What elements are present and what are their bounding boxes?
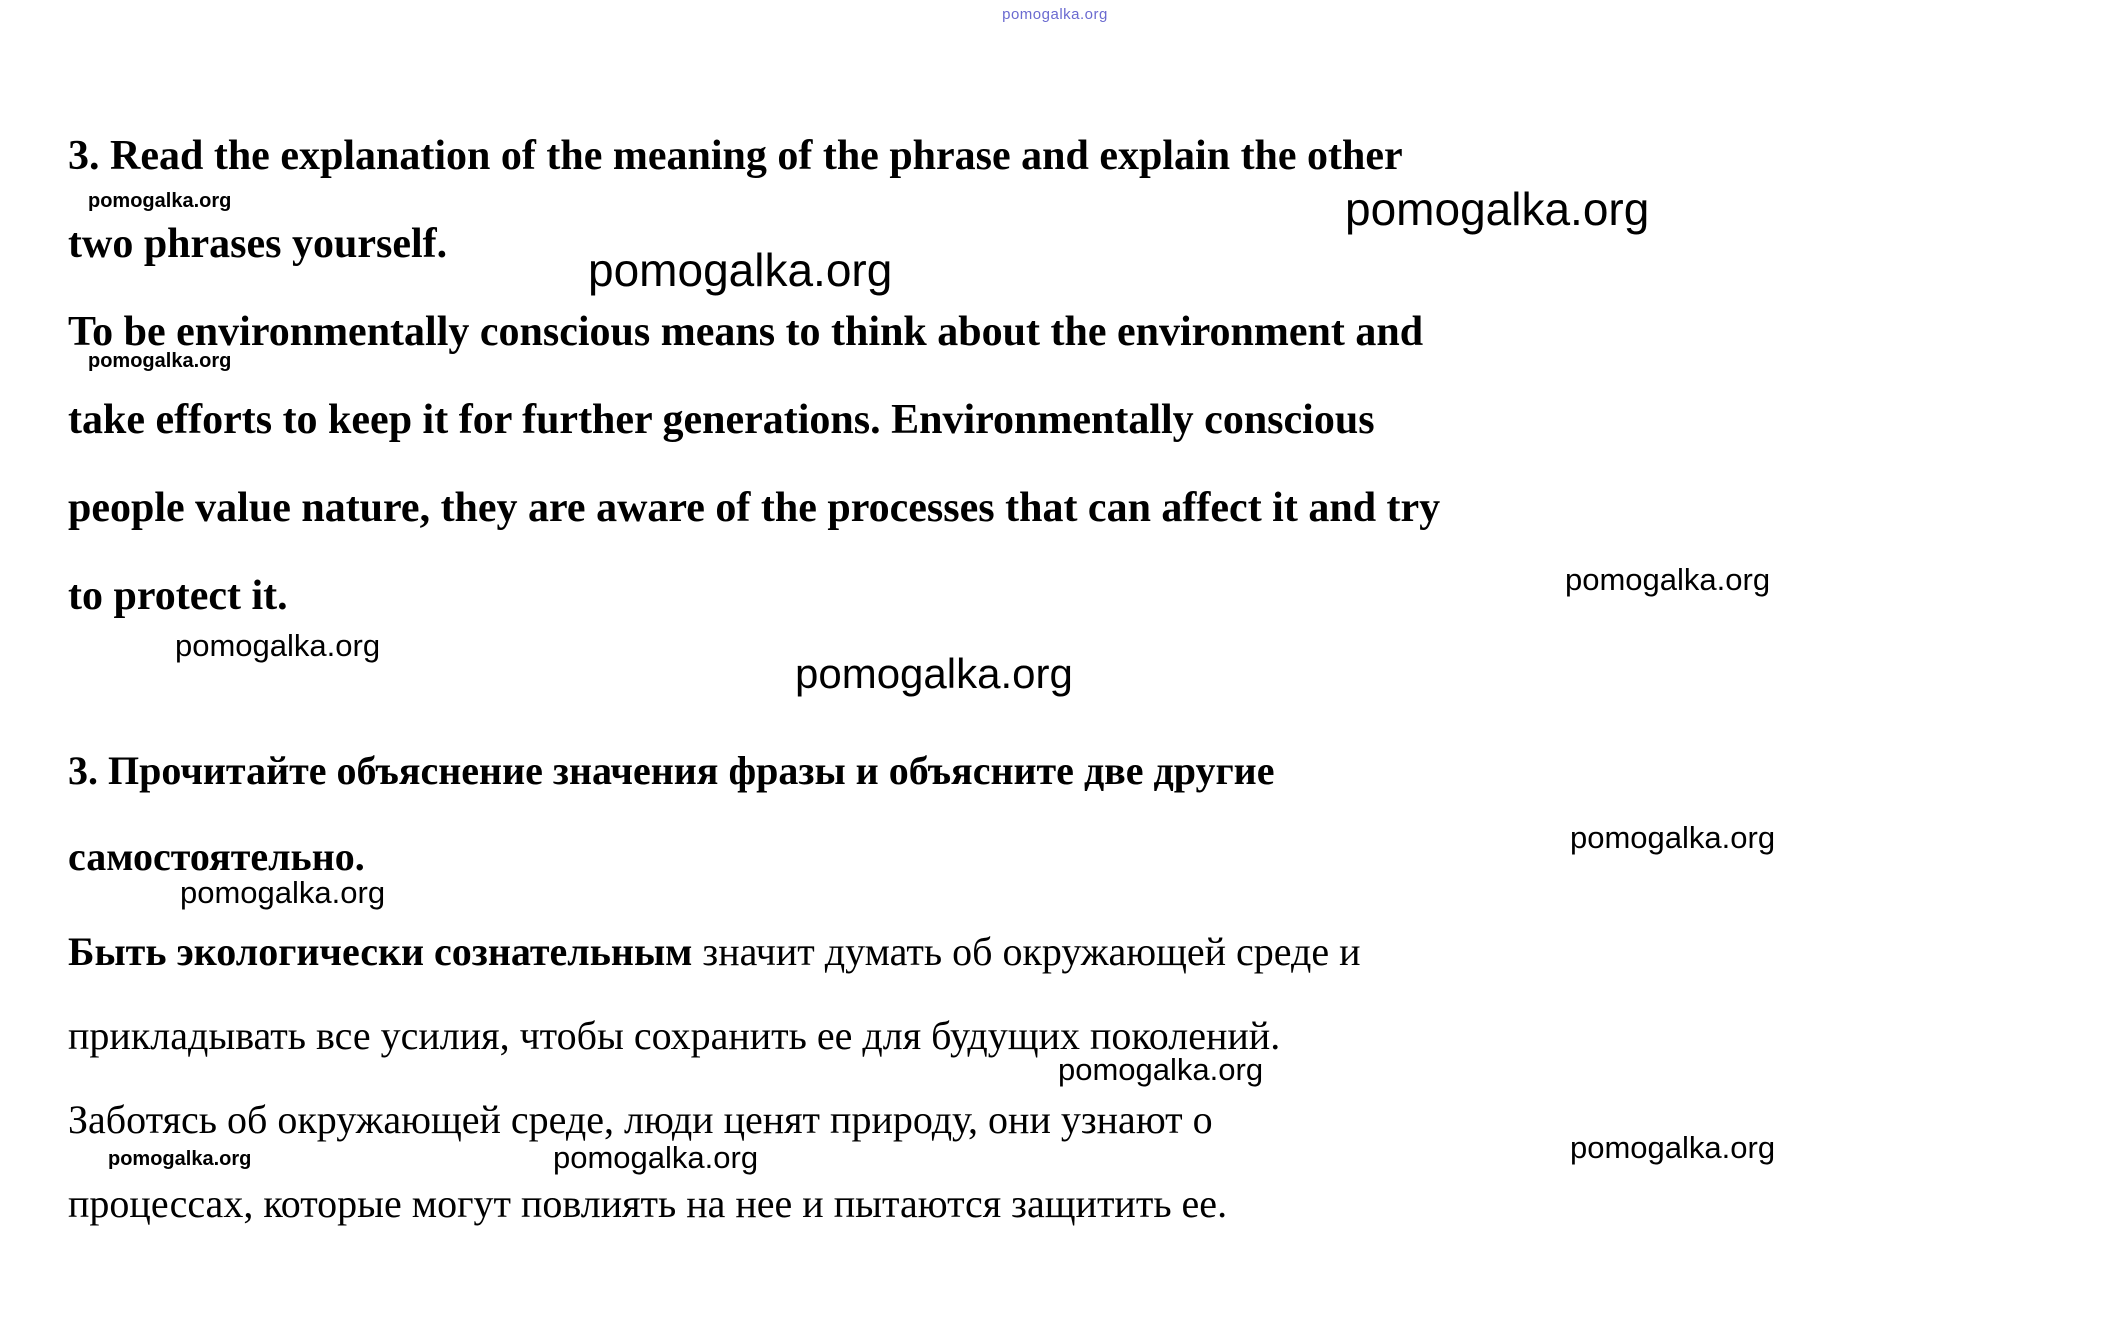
watermark: pomogalka.org bbox=[1058, 1052, 1264, 1087]
russian-body-line-1-rest: значит думать об окружающей среде и bbox=[692, 929, 1361, 974]
document-content bbox=[68, 112, 1998, 1246]
russian-task-line-2: самостоятельно. bbox=[68, 834, 365, 879]
watermark: pomogalka.org bbox=[108, 1148, 252, 1170]
watermark: pomogalka.org bbox=[175, 628, 381, 663]
russian-body-line-4: процессах, которые могут повлиять на нее и пытаются защитить ее. bbox=[68, 1181, 1228, 1226]
english-body-line-4: to protect it. bbox=[68, 573, 288, 619]
russian-body bbox=[68, 910, 1998, 1246]
watermark: pomogalka.org bbox=[1565, 562, 1771, 597]
russian-body-line-1 bbox=[68, 910, 1998, 994]
watermark: pomogalka.org bbox=[588, 244, 893, 296]
russian-task bbox=[68, 728, 1998, 900]
english-section bbox=[68, 112, 1998, 640]
english-task-line-2: two phrases yourself. bbox=[68, 221, 448, 267]
english-body-line-1: To be environmentally conscious means to think about the environment and bbox=[68, 309, 1424, 355]
english-task-line-1: 3. Read the explanation of the meaning of the phrase and explain the other bbox=[68, 133, 1403, 179]
watermark: pomogalka.org bbox=[1570, 1130, 1776, 1165]
watermark: pomogalka.org bbox=[795, 650, 1073, 697]
russian-body-bold-lead: Быть экологически сознательным bbox=[68, 929, 693, 974]
english-body-line-2: take efforts to keep it for further generations. Environmentally conscious bbox=[68, 397, 1375, 443]
russian-body-line-2: прикладывать все усилия, чтобы сохранить ее для будущих поколений. bbox=[68, 1013, 1281, 1058]
watermark: pomogalka.org bbox=[88, 190, 232, 212]
watermark: pomogalka.org bbox=[180, 875, 386, 910]
english-body-line-3: people value nature, they are aware of the processes that can affect it and try bbox=[68, 485, 1441, 531]
watermark: pomogalka.org bbox=[88, 350, 232, 372]
top-watermark: pomogalka.org bbox=[1002, 6, 1108, 23]
watermark: pomogalka.org bbox=[553, 1140, 759, 1175]
watermark: pomogalka.org bbox=[1570, 820, 1776, 855]
russian-task-line-1: 3. Прочитайте объяснение значения фразы и объясните две другие bbox=[68, 748, 1275, 793]
russian-body-line-3: Заботясь об окружающей среде, люди ценят природу, они узнают о bbox=[68, 1097, 1213, 1142]
watermark: pomogalka.org bbox=[1345, 183, 1650, 235]
